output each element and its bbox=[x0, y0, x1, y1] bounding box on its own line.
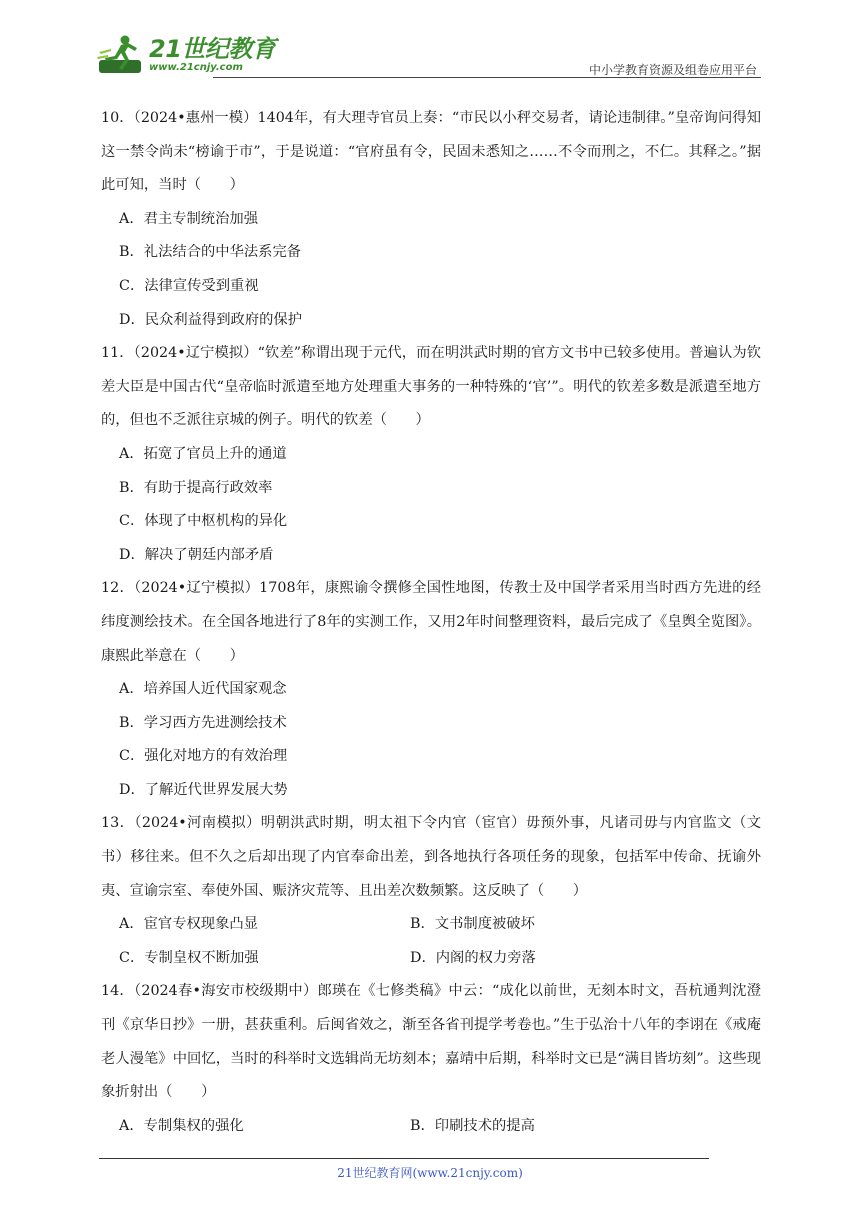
option-a[interactable]: A．君主专制统治加强 bbox=[119, 210, 258, 227]
question-stem: 12．（2024•辽宁模拟）1708年，康熙谕令撰修全国性地图，传教士及中国学者采用当时西方先进的经纬度测绘技术。在全国各地进行了8年的实测工作，又用2年时间整理资料，最后完成了《皇舆全览图》。康熙此举意在（ ） bbox=[101, 580, 761, 664]
option-b[interactable]: B．礼法结合的中华法系完备 bbox=[119, 244, 302, 261]
page-header bbox=[95, 30, 761, 80]
option-a[interactable]: A．拓宽了官员上升的通道 bbox=[119, 445, 287, 462]
platform-name: 中小学教育资源及组卷应用平台 bbox=[588, 63, 757, 77]
option-a[interactable]: A．宦官专权现象凸显 bbox=[119, 916, 258, 933]
site-logo[interactable] bbox=[95, 32, 275, 78]
question-10 bbox=[101, 102, 761, 337]
option-c[interactable]: C．强化对地方的有效治理 bbox=[119, 748, 288, 765]
logo-title: 21世纪教育 bbox=[149, 35, 276, 63]
question-stem: 14．（2024春•海安市校级期中）郎瑛在《七修类稿》中云：“成化以前世，无刻本时文，吾杭通判沈澄刊《京华日抄》一册，甚获重利。后闽省效之，渐至各省刊提学考卷也。”生于弘治十八年的李诩在《戒庵老人漫笔》中回忆，当时的科举时文选辑尚无坊刻本；嘉靖中后期，科举时文已是“满目皆坊刻”。这些现象折射出（ ） bbox=[101, 983, 761, 1101]
option-b[interactable]: B．有助于提高行政效率 bbox=[119, 479, 273, 496]
option-b[interactable]: B．文书制度被破坏 bbox=[410, 916, 535, 933]
option-c[interactable]: C．专制皇权不断加强 bbox=[119, 949, 259, 966]
option-b[interactable]: B．印刷技术的提高 bbox=[410, 1117, 535, 1134]
question-12 bbox=[101, 572, 761, 807]
option-row bbox=[101, 942, 761, 976]
option-c[interactable]: C．体现了中枢机构的异化 bbox=[119, 513, 288, 530]
question-stem: 10．（2024•惠州一模）1404年，有大理寺官员上奏：“市民以小秤交易者，请论违制律。”皇帝询问得知这一禁令尚未“榜谕于市”，于是说道：“官府虽有令，民固未悉知之……不令而刑之，不仁。其释之。”据此可知，当时（ ） bbox=[101, 110, 761, 194]
question-list bbox=[101, 102, 761, 1143]
option-row bbox=[101, 1110, 761, 1144]
question-11 bbox=[101, 337, 761, 572]
header-divider bbox=[213, 77, 761, 78]
runner-logo-icon bbox=[95, 32, 147, 78]
logo-url: www.21cnjy.com bbox=[149, 62, 243, 73]
question-stem: 11．（2024•辽宁模拟）“钦差”称谓出现于元代，而在明洪武时期的官方文书中已较多使用。普遍认为钦差大臣是中国古代“皇帝临时派遣至地方处理重大事务的一种特殊的‘官’”。明代的钦差多数是派遣至地方的，但也不乏派往京城的例子。明代的钦差（ ） bbox=[101, 345, 761, 429]
option-b[interactable]: B．学习西方先进测绘技术 bbox=[119, 714, 287, 731]
option-row bbox=[101, 908, 761, 942]
footer-link[interactable]: 21世纪教育网(www.21cnjy.com) bbox=[337, 1166, 523, 1180]
question-13 bbox=[101, 807, 761, 975]
option-a[interactable]: A．专制集权的强化 bbox=[119, 1117, 244, 1134]
option-d[interactable]: D．了解近代世界发展大势 bbox=[119, 781, 288, 798]
option-d[interactable]: D．解决了朝廷内部矛盾 bbox=[119, 546, 274, 563]
question-stem: 13．（2024•河南模拟）明朝洪武时期，明太祖下令内官（宦官）毋预外事，凡诸司毋与内官监文（文书）移往来。但不久之后却出现了内官奉命出差，到各地执行各项任务的现象，包括军中传命、抚谕外夷、宣谕宗室、奉使外国、赈济灾荒等、且出差次数频繁。这反映了（ ） bbox=[101, 815, 761, 899]
footer-divider bbox=[99, 1158, 709, 1159]
option-d[interactable]: D．内阁的权力旁落 bbox=[410, 949, 536, 966]
option-a[interactable]: A．培养国人近代国家观念 bbox=[119, 681, 287, 698]
option-d[interactable]: D．民众利益得到政府的保护 bbox=[119, 311, 303, 328]
question-14 bbox=[101, 975, 761, 1143]
option-c[interactable]: C．法律宣传受到重视 bbox=[119, 277, 259, 294]
